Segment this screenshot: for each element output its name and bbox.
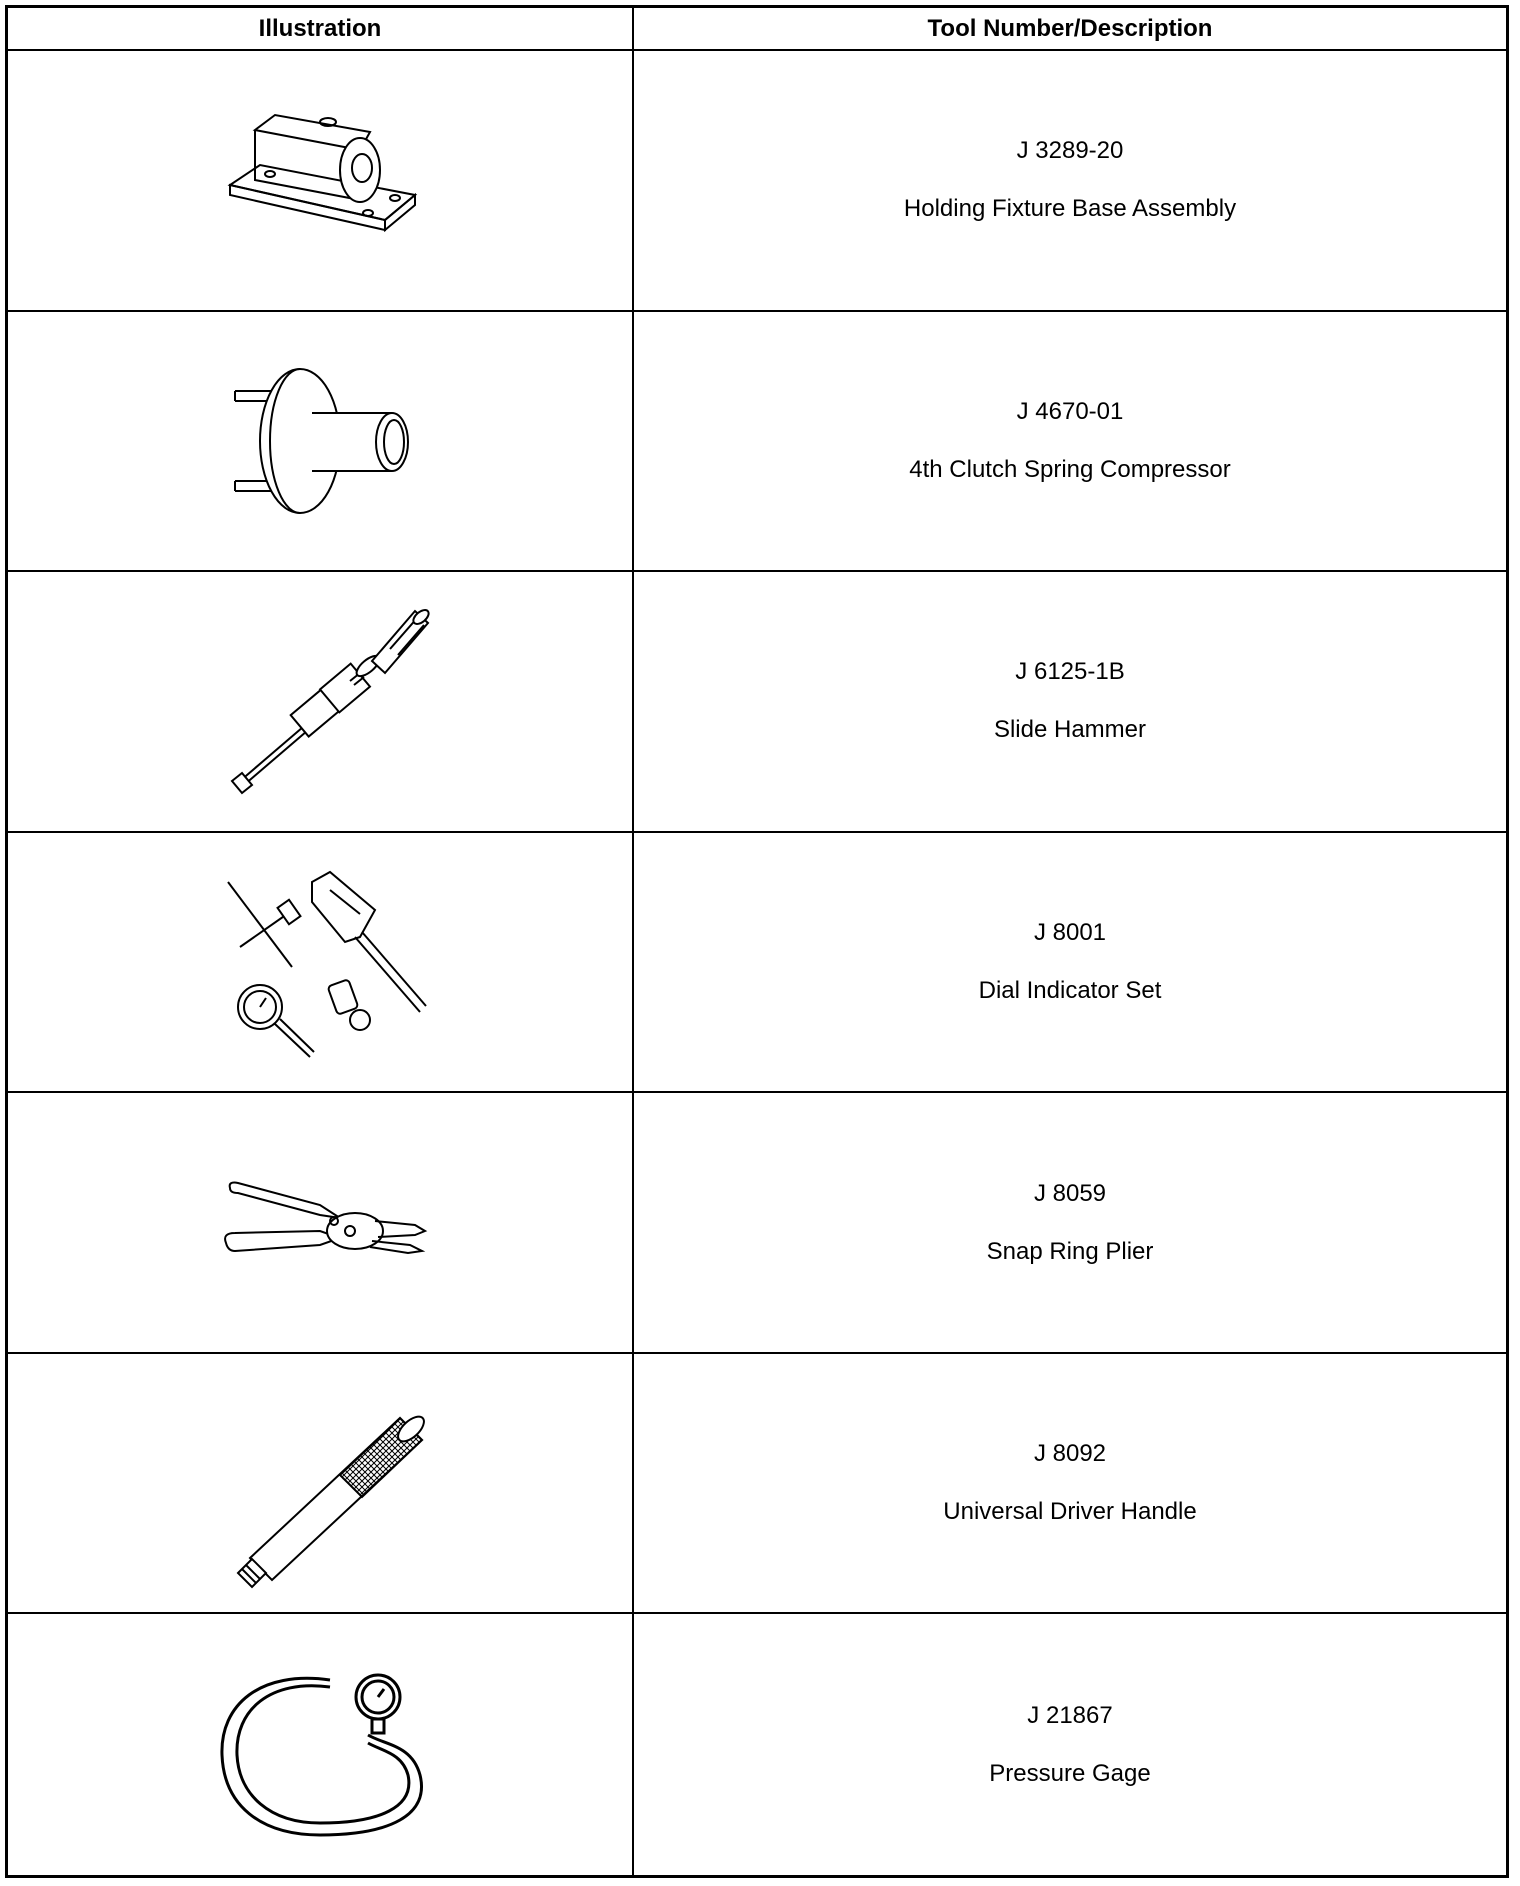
tool-number: J 8001 <box>1033 918 1107 946</box>
illustration-cell <box>8 51 634 312</box>
header-tool-number-description: Tool Number/Description <box>634 8 1506 51</box>
driver-handle-icon <box>200 1373 440 1593</box>
tool-description: Snap Ring Plier <box>986 1237 1154 1265</box>
illustration-cell <box>8 312 634 573</box>
tool-description: Universal Driver Handle <box>943 1498 1197 1526</box>
tool-description-cell <box>634 312 1506 573</box>
illustration-cell <box>8 833 634 1094</box>
illustration-cell <box>8 1614 634 1875</box>
tool-number: J 3289-20 <box>1016 137 1124 165</box>
illustration-cell <box>8 1093 634 1354</box>
slide-hammer-icon <box>200 591 440 811</box>
tool-description-cell <box>634 572 1506 833</box>
tool-description: Holding Fixture Base Assembly <box>903 195 1237 223</box>
snap-ring-plier-icon <box>200 1113 440 1333</box>
tool-description-cell <box>634 1354 1506 1615</box>
dial-indicator-set-icon <box>200 852 440 1072</box>
illustration-cell <box>8 572 634 833</box>
spring-compressor-icon <box>200 331 440 551</box>
tool-number: J 8059 <box>1033 1179 1107 1207</box>
tool-number: J 4670-01 <box>1016 397 1124 425</box>
special-tools-table <box>5 5 1509 1878</box>
tool-description-cell <box>634 1093 1506 1354</box>
tool-number: J 8092 <box>1033 1440 1107 1468</box>
holding-fixture-base-icon <box>200 70 440 290</box>
tool-description: 4th Clutch Spring Compressor <box>909 455 1231 483</box>
tool-description-cell <box>634 833 1506 1094</box>
header-illustration: Illustration <box>8 8 634 51</box>
tool-description: Pressure Gage <box>989 1759 1151 1787</box>
tool-number: J 21867 <box>1027 1701 1113 1729</box>
tool-description-cell <box>634 51 1506 312</box>
illustration-cell <box>8 1354 634 1615</box>
tool-description: Slide Hammer <box>993 716 1147 744</box>
tool-description: Dial Indicator Set <box>978 976 1162 1004</box>
tool-description-cell <box>634 1614 1506 1875</box>
pressure-gage-icon <box>200 1635 440 1855</box>
tool-number: J 6125-1B <box>1015 658 1125 686</box>
